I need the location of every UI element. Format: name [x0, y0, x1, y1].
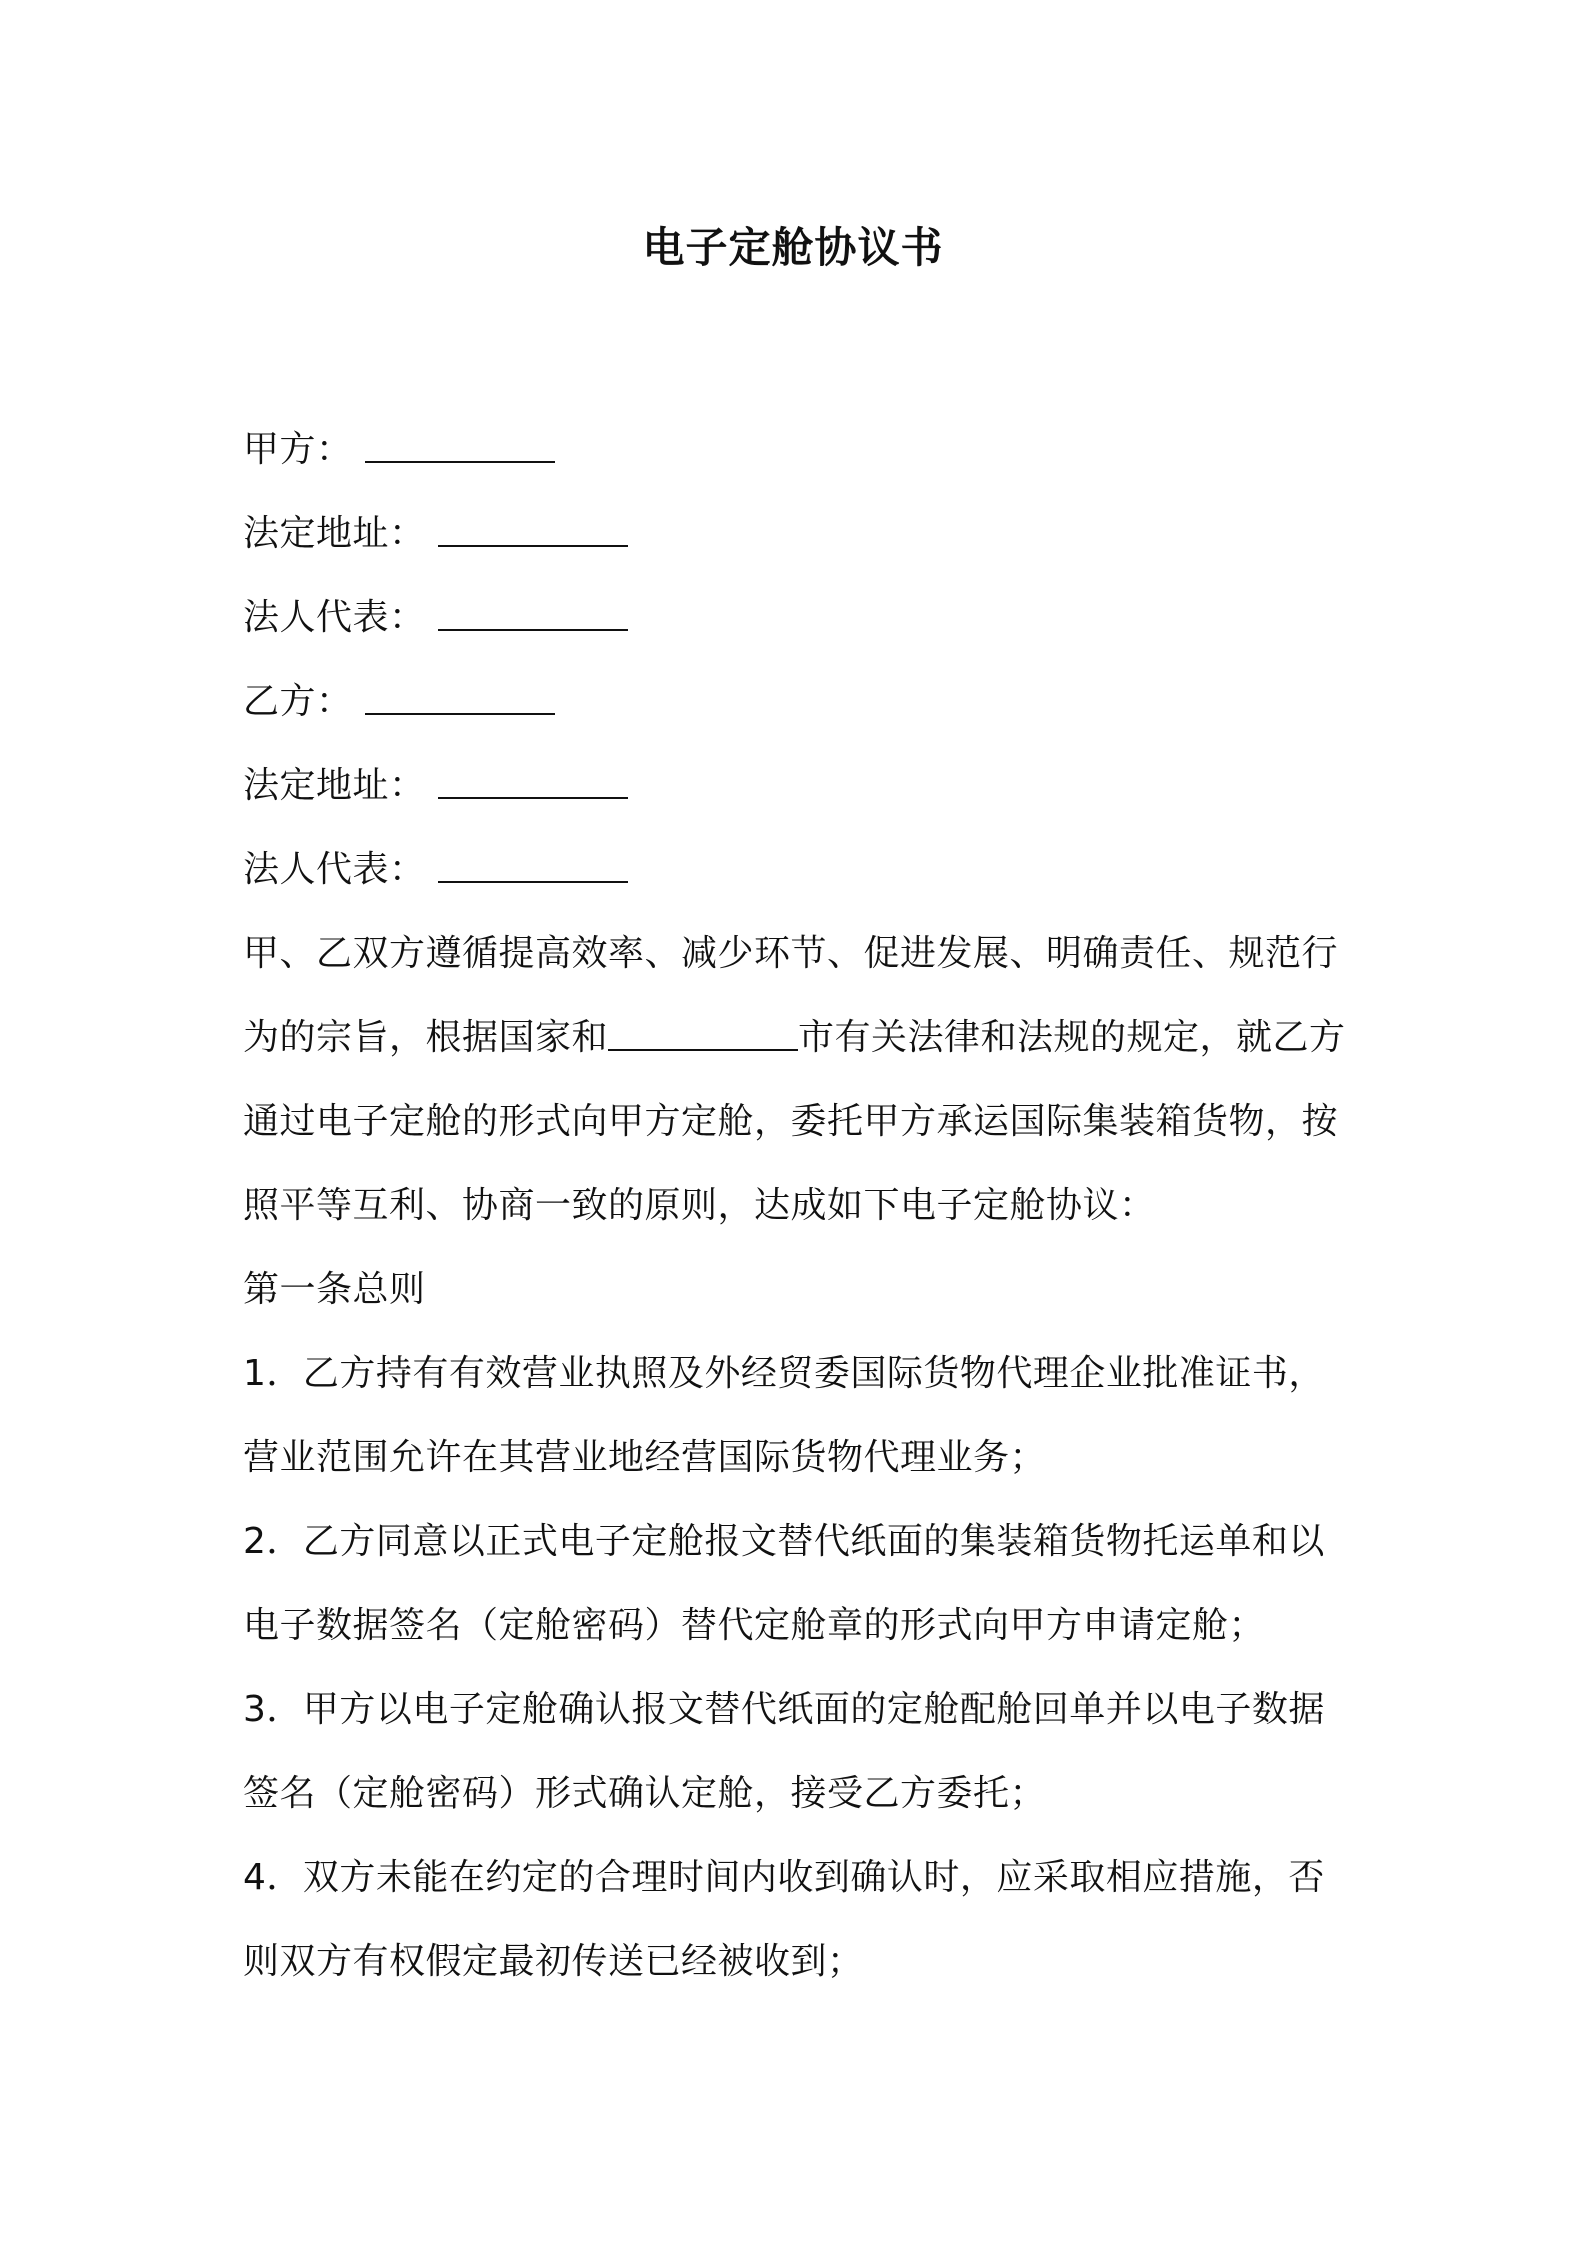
party-a-rep-label: 法人代表：: [243, 597, 426, 638]
preamble-line-1: 甲、乙双方遵循提高效率、减少环节、促进发展、明确责任、规范行: [243, 933, 1339, 974]
clause-1-line-1: 1．乙方持有有效营业执照及外经贸委国际货物代理企业批准证书，: [243, 1353, 1325, 1394]
city-blank: [608, 1015, 798, 1051]
party-b-address-blank: [438, 763, 628, 799]
preamble-line-3: 通过电子定舱的形式向甲方定舱，委托甲方承运国际集装箱货物，按: [243, 1101, 1339, 1142]
party-a-rep-line: [243, 576, 1363, 660]
clause-3-line-1: 3．甲方以电子定舱确认报文替代纸面的定舱配舱回单并以电子数据: [243, 1689, 1325, 1730]
article-1-heading: 第一条总则: [243, 1269, 426, 1310]
party-b-rep-blank: [438, 847, 628, 883]
party-b-address-label: 法定地址：: [243, 765, 426, 806]
party-a-address-label: 法定地址：: [243, 513, 426, 554]
party-a-address-blank: [438, 511, 628, 547]
party-b-rep-line: [243, 828, 1363, 912]
clause-4-line-2: 则双方有权假定最初传送已经被收到；: [243, 1941, 864, 1982]
party-a-rep-blank: [438, 595, 628, 631]
clause-2-line-1: 2．乙方同意以正式电子定舱报文替代纸面的集装箱货物托运单和以: [243, 1521, 1325, 1562]
party-a-line: [243, 408, 1363, 492]
party-a-label: 甲方：: [243, 429, 353, 470]
document-body: [243, 408, 1363, 2004]
party-b-label: 乙方：: [243, 681, 353, 722]
document-title: 电子定舱协议书: [642, 223, 944, 272]
party-b-line: [243, 660, 1363, 744]
party-b-blank: [365, 679, 555, 715]
clause-2-line-2: 电子数据签名（定舱密码）替代定舱章的形式向甲方申请定舱；: [243, 1605, 1266, 1646]
clause-4-line-1: 4．双方未能在约定的合理时间内收到确认时，应采取相应措施，否: [243, 1857, 1325, 1898]
preamble-line-2: [243, 996, 1363, 1080]
party-a-blank: [365, 427, 555, 463]
preamble-line-2-after: 市有关法律和法规的规定，就乙方: [798, 1017, 1346, 1058]
clause-1-line-2: 营业范围允许在其营业地经营国际货物代理业务；: [243, 1437, 1047, 1478]
party-b-rep-label: 法人代表：: [243, 849, 426, 890]
party-a-address-line: [243, 492, 1363, 576]
party-b-address-line: [243, 744, 1363, 828]
preamble-line-2-before: 为的宗旨，根据国家和: [243, 1017, 609, 1058]
clause-3-line-2: 签名（定舱密码）形式确认定舱，接受乙方委托；: [243, 1773, 1047, 1814]
preamble-line-4: 照平等互利、协商一致的原则，达成如下电子定舱协议：: [243, 1185, 1156, 1226]
